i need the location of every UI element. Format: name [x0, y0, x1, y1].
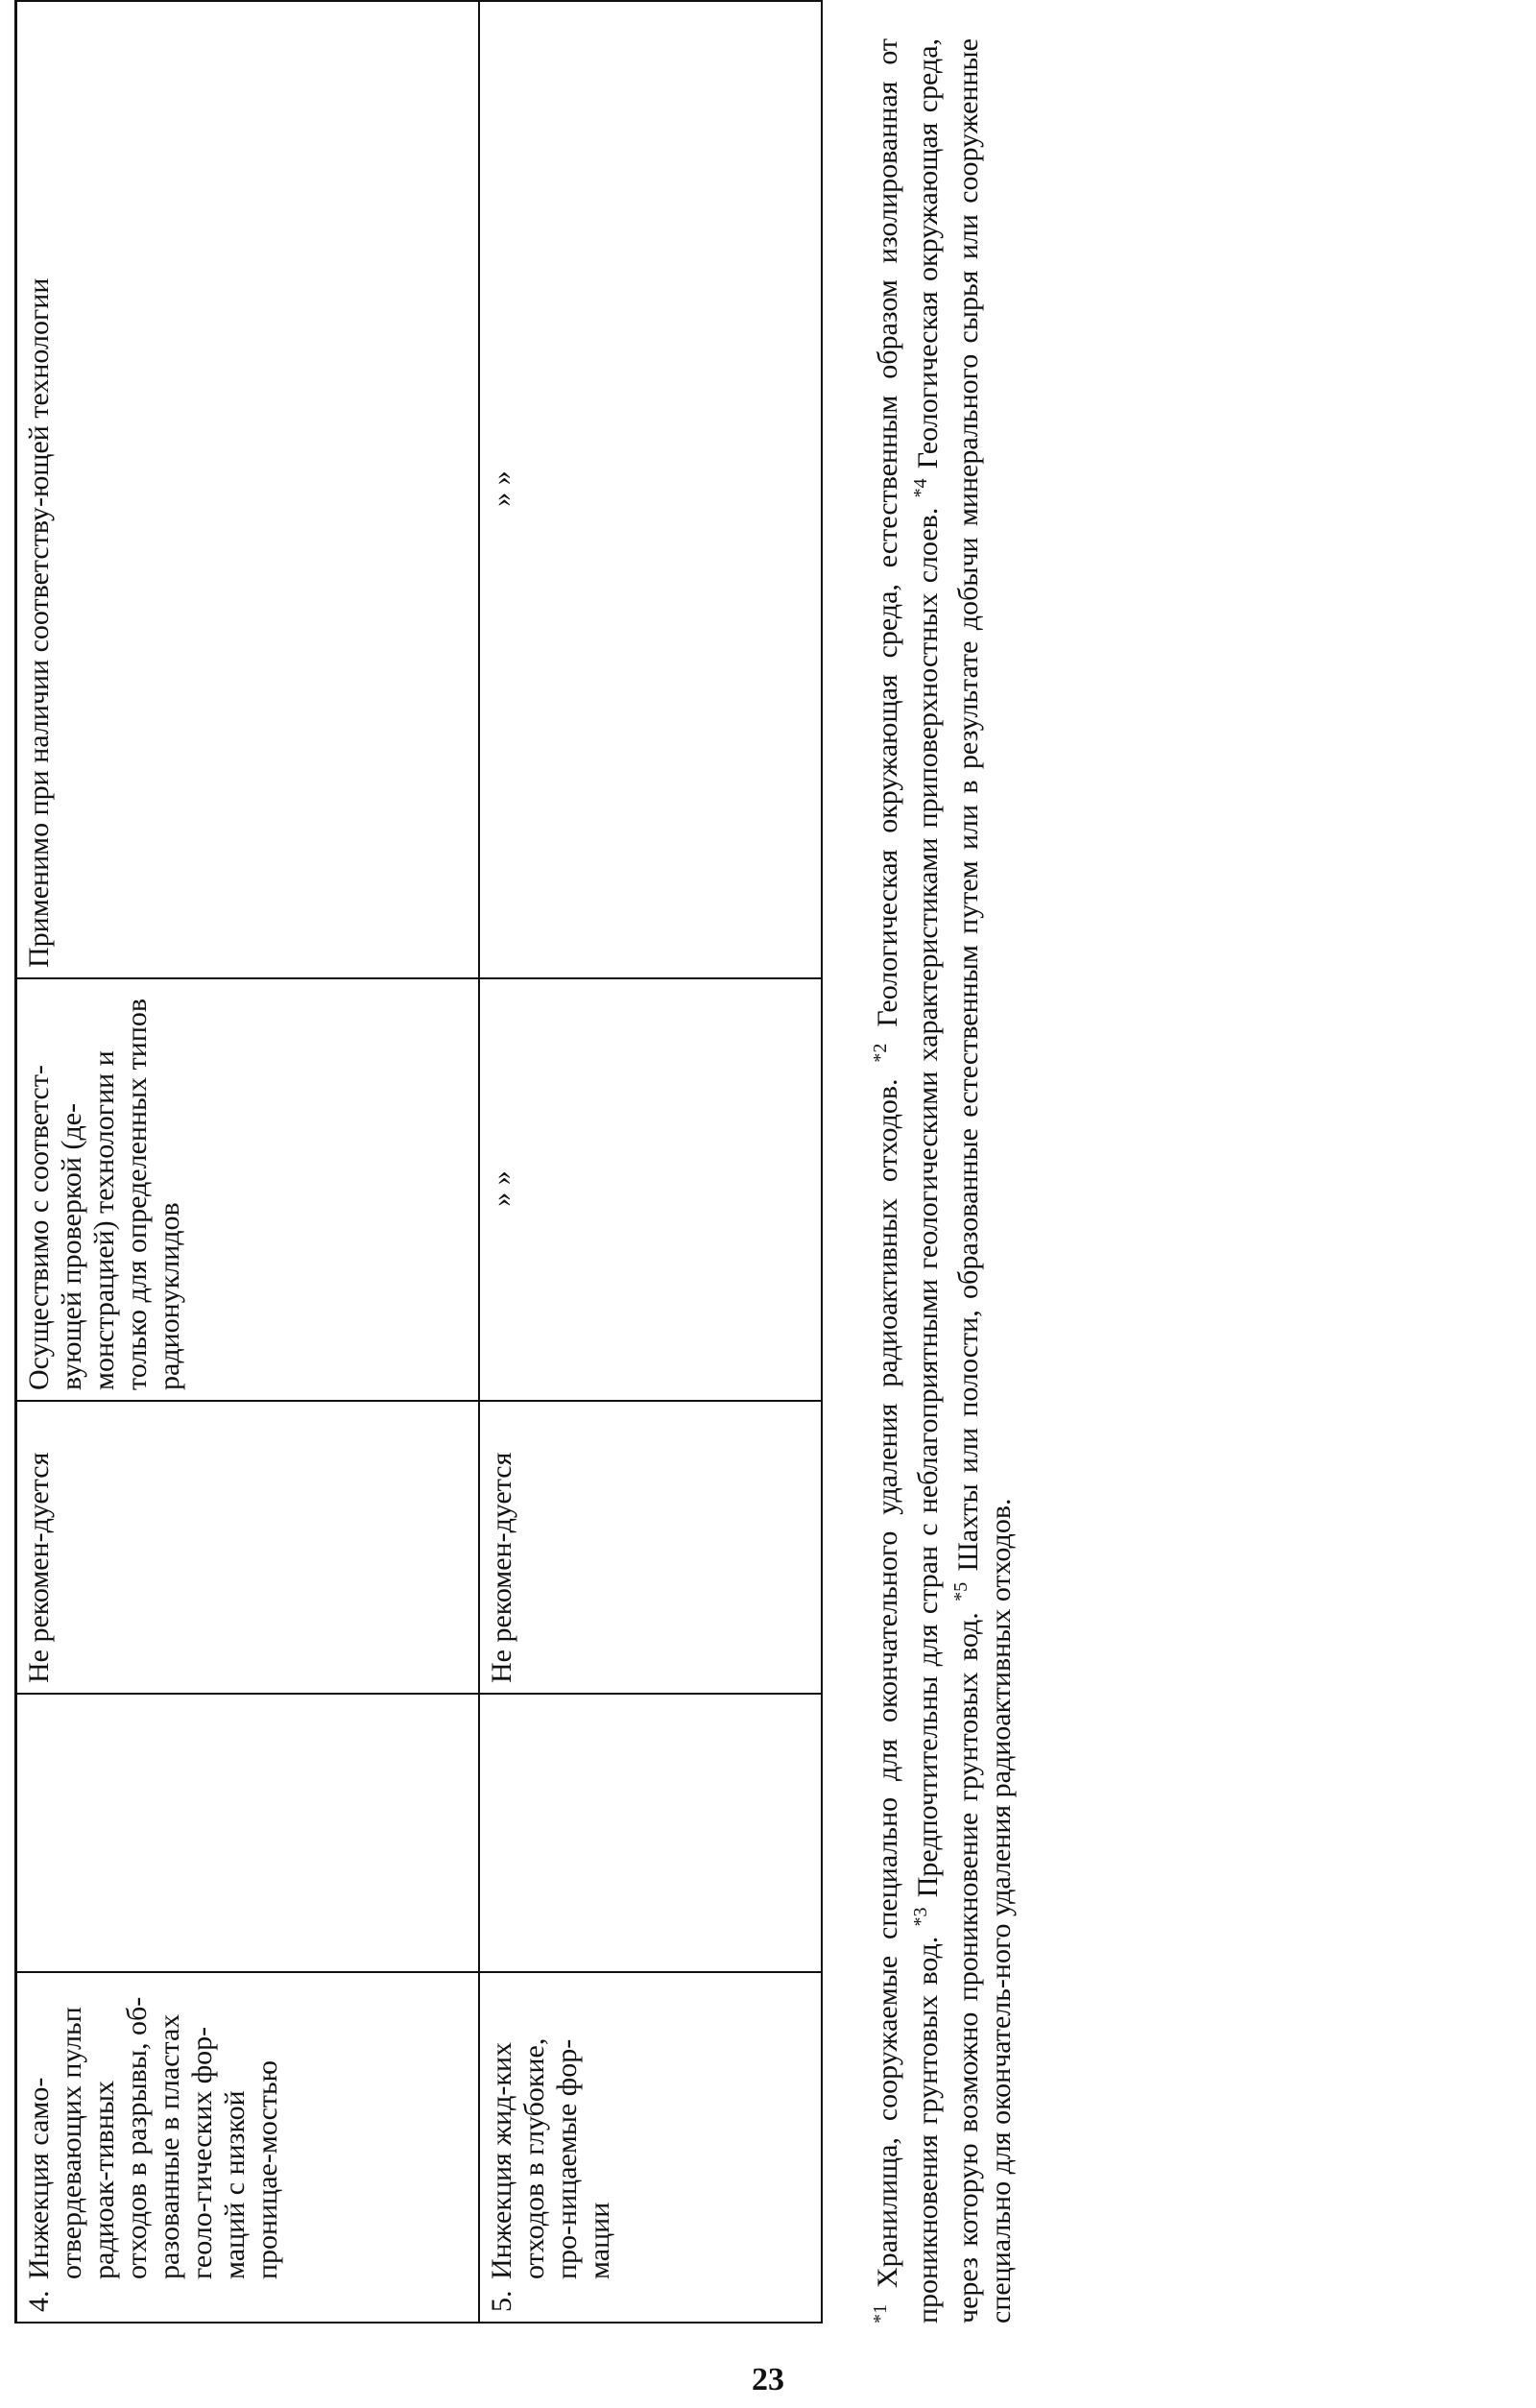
cell-col2: [479, 1694, 822, 1972]
footnote-text: Геологическая окружающая среда, естественным образом изолированная от проникновения грунтовых вод.: [872, 37, 944, 2324]
method-text: Инжекция жид-ких отходов в глубокие, про-ницаемые фор-мации: [486, 2037, 615, 2279]
footnote-mark: *5: [950, 1581, 972, 1601]
cell-col2: [16, 1694, 480, 1972]
row-number: 4.: [23, 2290, 55, 2312]
footnote-mark: *1: [870, 2304, 891, 2324]
footnote-mark: *2: [870, 1043, 891, 1063]
cell-col3: Не рекомен-дуется: [16, 1401, 480, 1694]
footnote-text: Шахты или полости, образованные естественным путем или в результате добычи минерального сырья или сооруженные специально для окончатель-ного удаления радиоактивных отходов.: [952, 38, 1017, 2324]
table-row: [16, 1, 480, 2323]
cell-col5: Применимо при наличии соответству-ющей технологии: [16, 1, 480, 978]
footnote-mark: *3: [910, 1907, 931, 1927]
method-text: Инжекция само-отвердевающих пульп радиоак-тивных отходов в разрывы, об-разованные в пластах геоло-гических фор-маций с низкой проницае-мостью: [23, 1996, 283, 2279]
cell-col4: » »: [479, 978, 822, 1401]
footnote-text: Геологическая окружающая среда, через которую возможно проникновение грунтовых вод.: [912, 37, 984, 2324]
table-row: [479, 1, 822, 2323]
cell-col4: Осуществимо с соответст-вующей проверкой (де-монстрацией) технологии и только для определенных типов радионуклидов: [16, 978, 480, 1401]
cell-col3: Не рекомен-дуется: [479, 1401, 822, 1694]
row-number: 5.: [486, 2290, 517, 2312]
footnotes: [864, 38, 1018, 2324]
method-cell: [16, 1972, 480, 2323]
cell-col5: » »: [479, 1, 822, 978]
footnote-text: Предпочтительны для стран с неблагоприятными геологическими характеристиками приповерхностных слоев.: [912, 507, 944, 1898]
page-number: 23: [752, 2362, 784, 2397]
disposal-methods-table: [14, 0, 823, 2324]
footnote-block: [864, 38, 1018, 2324]
footnote-mark: *4: [910, 478, 931, 498]
method-cell: [479, 1972, 822, 2323]
footnote-text: Хранилища, сооружаемые специально для окончательного удаления радиоактивных отходов.: [872, 1078, 903, 2289]
